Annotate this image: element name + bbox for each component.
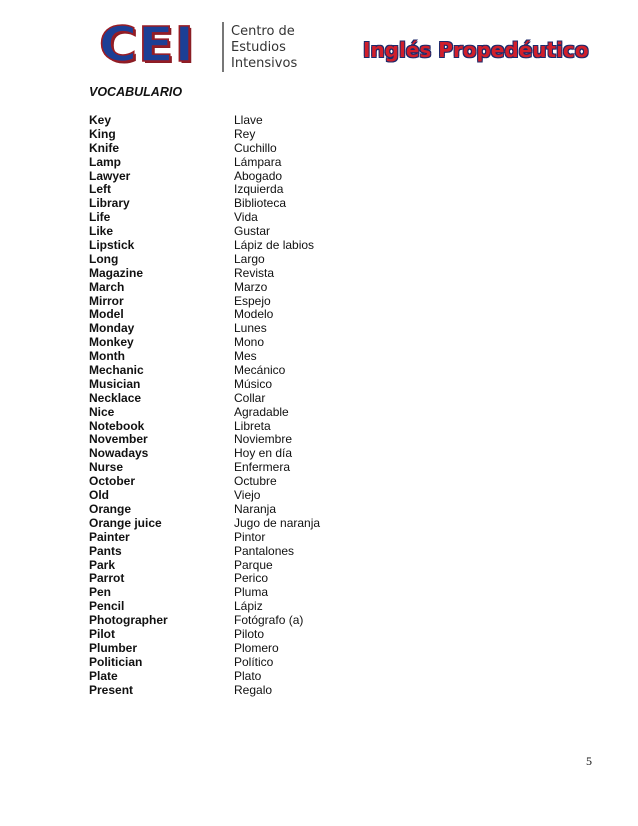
spanish-translation: Llave [234, 113, 263, 127]
vocabulary-row [89, 308, 389, 322]
course-title: Inglés Propedéutico [363, 38, 589, 62]
vocabulary-row [89, 684, 389, 698]
vocabulary-row [89, 170, 389, 184]
vocabulary-row [89, 600, 389, 614]
vocabulary-row [89, 586, 389, 600]
vocabulary-row [89, 406, 389, 420]
vocabulary-row [89, 253, 389, 267]
vocabulary-row [89, 156, 389, 170]
english-word: Long [89, 251, 119, 266]
vocabulary-row [89, 114, 389, 128]
vocabulary-row [89, 142, 389, 156]
english-word: Politician [89, 654, 143, 669]
vocabulary-row [89, 517, 389, 531]
vocabulary-row [89, 197, 389, 211]
vocabulary-row [89, 531, 389, 545]
logo-line-3: Intensivos [231, 56, 298, 71]
english-word: Knife [89, 140, 119, 155]
vocabulary-row [89, 267, 389, 281]
vocabulary-row [89, 656, 389, 670]
spanish-translation: Fotógrafo (a) [234, 613, 304, 628]
spanish-translation: Vida [234, 210, 258, 225]
vocabulary-row [89, 461, 389, 475]
english-word: Lawyer [89, 168, 131, 183]
vocabulary-row [89, 281, 389, 295]
english-word: Notebook [89, 418, 145, 433]
english-word: King [89, 126, 116, 141]
spanish-translation: Libreta [234, 418, 271, 433]
vocabulary-row [89, 211, 389, 225]
english-word: Parrot [89, 571, 125, 586]
vocabulary-row [89, 503, 389, 517]
vocabulary-row [89, 572, 389, 586]
english-word: Pen [89, 585, 112, 600]
english-word: Mirror [89, 293, 124, 308]
english-word: Monkey [89, 335, 134, 350]
spanish-translation: Lámpara [234, 154, 282, 169]
spanish-translation: Plato [234, 668, 262, 683]
vocabulary-row [89, 225, 389, 239]
spanish-translation: Lápiz de labios [234, 238, 315, 253]
english-word: Orange [89, 501, 132, 516]
spanish-translation: Perico [234, 571, 269, 586]
english-word: Plate [89, 668, 118, 683]
spanish-translation: Octubre [234, 474, 277, 489]
english-word: Nice [89, 404, 115, 419]
vocabulary-row [89, 350, 389, 364]
english-word: Like [89, 224, 114, 239]
spanish-translation: Jugo de naranja [234, 515, 321, 530]
page-header [0, 0, 638, 80]
vocabulary-row [89, 670, 389, 684]
spanish-translation: Regalo [234, 682, 273, 697]
spanish-translation: Viejo [234, 488, 261, 503]
english-word: Photographer [89, 613, 168, 628]
spanish-translation: Naranja [234, 501, 277, 516]
spanish-translation: Rey [234, 126, 256, 141]
vocabulary-row [89, 447, 389, 461]
english-word: Musician [89, 376, 141, 391]
spanish-translation: Largo [234, 251, 265, 266]
section-title: VOCABULARIO [89, 85, 183, 99]
spanish-translation: Lunes [234, 321, 267, 336]
english-word: Present [89, 682, 134, 697]
spanish-translation: Agradable [234, 404, 289, 419]
spanish-translation: Abogado [234, 168, 283, 183]
english-word: Left [89, 182, 111, 197]
vocabulary-row [89, 628, 389, 642]
spanish-translation: Modelo [234, 307, 274, 322]
english-word: November [89, 432, 148, 447]
vocabulary-row [89, 433, 389, 447]
spanish-translation: Músico [234, 376, 273, 391]
spanish-translation: Cuchillo [234, 140, 277, 155]
logo-divider [222, 22, 224, 72]
english-word: Pencil [89, 599, 125, 614]
spanish-translation: Hoy en día [234, 446, 293, 461]
spanish-translation: Parque [234, 557, 273, 572]
english-word: Monday [89, 321, 135, 336]
spanish-translation: Espejo [234, 293, 271, 308]
english-word: Life [89, 210, 111, 225]
vocabulary-row [89, 322, 389, 336]
spanish-translation: Enfermera [234, 460, 291, 475]
spanish-translation: Plomero [234, 640, 279, 655]
english-word: Library [89, 196, 130, 211]
spanish-translation: Mono [234, 335, 265, 350]
english-word: Pilot [89, 626, 115, 641]
english-word: Necklace [89, 390, 142, 405]
spanish-translation: Pintor [234, 529, 266, 544]
logo-line-1: Centro de [231, 24, 295, 39]
spanish-translation: Mecánico [234, 363, 286, 378]
vocabulary-row [89, 642, 389, 656]
english-word: Magazine [89, 265, 144, 280]
english-word: Painter [89, 529, 130, 544]
vocabulary-row [89, 239, 389, 253]
page-number: 5 [586, 754, 592, 768]
english-word: Month [89, 349, 125, 364]
english-word: Old [89, 488, 109, 503]
spanish-translation: Gustar [234, 224, 271, 239]
spanish-translation: Biblioteca [234, 196, 287, 211]
vocabulary-row [89, 364, 389, 378]
vocabulary-row [89, 378, 389, 392]
vocabulary-row [89, 545, 389, 559]
vocabulary-row [89, 128, 389, 142]
logo-line-2: Estudios [231, 40, 286, 55]
english-word: Park [89, 557, 116, 572]
spanish-translation: Revista [234, 265, 275, 280]
english-word: Lamp [89, 154, 122, 169]
vocabulary-list [89, 114, 389, 697]
spanish-translation: Izquierda [234, 182, 284, 197]
spanish-translation: Piloto [234, 626, 265, 641]
vocabulary-row [89, 392, 389, 406]
spanish-translation: Noviembre [234, 432, 293, 447]
vocabulary-row [89, 559, 389, 573]
logo-institution-name [231, 24, 297, 72]
english-word: Orange juice [89, 515, 162, 530]
vocabulary-row [89, 420, 389, 434]
vocabulary-row [89, 336, 389, 350]
english-word: Nurse [89, 460, 124, 475]
vocabulary-row [89, 183, 389, 197]
english-word: Key [89, 113, 112, 127]
spanish-translation: Político [234, 654, 274, 669]
english-word: March [89, 279, 125, 294]
english-word: Mechanic [89, 363, 144, 378]
spanish-translation: Lápiz [234, 599, 263, 614]
vocabulary-row [89, 295, 389, 309]
vocabulary-row [89, 614, 389, 628]
spanish-translation: Pluma [234, 585, 269, 600]
english-word: Plumber [89, 640, 138, 655]
spanish-translation: Pantalones [234, 543, 295, 558]
cei-logo: CEI [99, 17, 195, 73]
spanish-translation: Collar [234, 390, 266, 405]
english-word: October [89, 474, 136, 489]
english-word: Lipstick [89, 238, 135, 253]
english-word: Nowadays [89, 446, 149, 461]
english-word: Pants [89, 543, 122, 558]
english-word: Model [89, 307, 124, 322]
spanish-translation: Mes [234, 349, 257, 364]
vocabulary-row [89, 489, 389, 503]
vocabulary-row [89, 475, 389, 489]
spanish-translation: Marzo [234, 279, 268, 294]
